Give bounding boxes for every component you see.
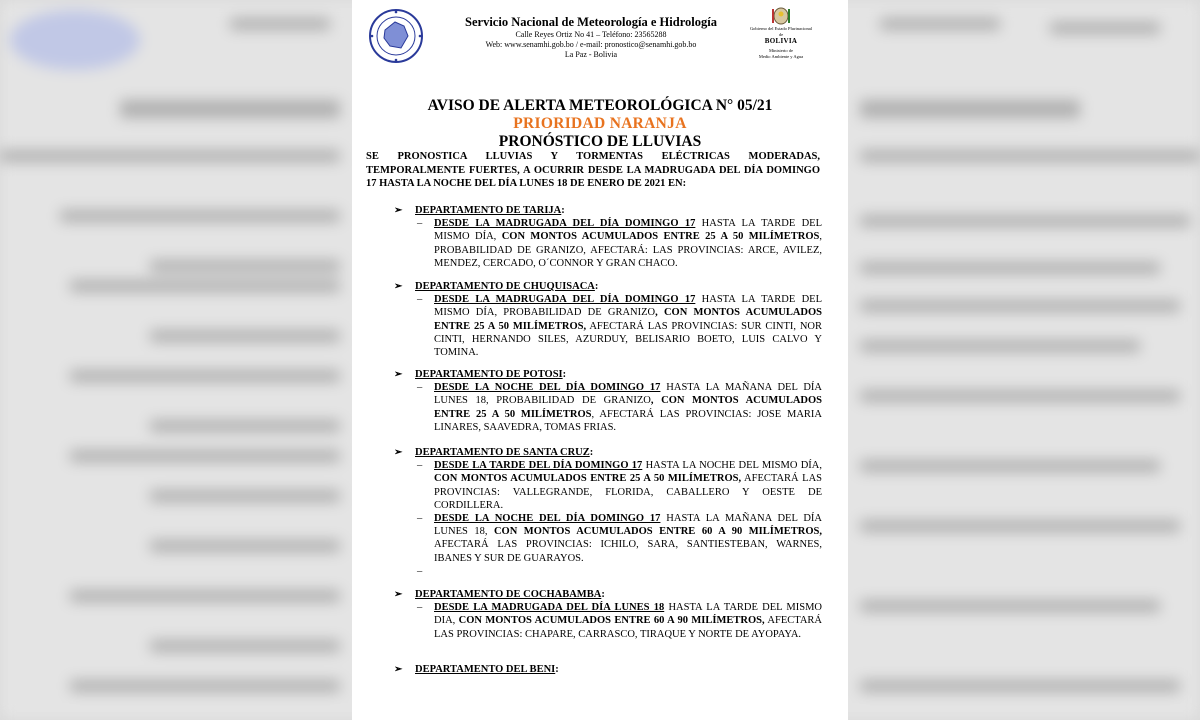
department-heading: ➢ DEPARTAMENTO DEL BENI: — [394, 664, 559, 675]
forecast-item: – DESDE LA MADRUGADA DEL DÍA DOMINGO 17 HASTA LA TARDE DEL MISMO DÍA, CON MONTOS ACUMULADOS ENTRE 25 A 50 MILÍMETROS, PROBABILIDAD DE GRANIZO, AFECTARÁ: LAS PROVINCIAS: ARCE, AVILEZ, MENDEZ, CERCADO, O´CONNOR Y GRAN CHACO. — [417, 218, 822, 269]
department-heading: ➢ DEPARTAMENTO DE CHUQUISACA: — [394, 281, 599, 292]
department-section — [394, 446, 822, 578]
forecast-item: – DESDE LA NOCHE DEL DÍA DOMINGO 17 HASTA LA MAÑANA DEL DÍA LUNES 18, PROBABILIDAD DE GRANIZO, CON MONTOS ACUMULADOS ENTRE 25 A 50 MILÍMETROS, AFECTARÁ LAS PROVINCIAS: JOSE MARIA LINARES, SAAVEDRA, TOMAS FRIAS. — [417, 382, 823, 433]
empty-item: – — [417, 565, 423, 577]
organization-block — [436, 15, 746, 60]
arrow-bullet-icon: ➢ — [394, 281, 403, 292]
arrow-bullet-icon: ➢ — [394, 447, 403, 458]
forecast-item: – DESDE LA MADRUGADA DEL DÍA LUNES 18 HASTA LA TARDE DEL MISMO DIA, CON MONTOS ACUMULADOS ENTRE 60 A 90 MILÍMETROS, AFECTARÁ LAS PROVINCIAS: CHAPARE, CARRASCO, TIRAQUE Y NORTE DE AYOPAYA. — [417, 602, 823, 640]
forecast-item: – DESDE LA MADRUGADA DEL DÍA DOMINGO 17 HASTA LA TARDE DEL MISMO DÍA, PROBABILIDAD DE GRANIZO, CON MONTOS ACUMULADOS ENTRE 25 A 50 MILÍMETROS, AFECTARÁ LAS PROVINCIAS: SUR CINTI, NOR CINTI, HERNANDO SILES, AZURDUY, BELISARIO BOETO, LUIS CALVO Y TOMINA. — [417, 294, 822, 359]
city-line: La Paz - Bolivia — [564, 50, 618, 59]
forecast-title: PRONÓSTICO DE LLUVIAS — [498, 133, 702, 150]
document-page — [352, 0, 848, 720]
department-section — [394, 368, 822, 434]
arrow-bullet-icon: ➢ — [394, 205, 403, 216]
arrow-bullet-icon: ➢ — [394, 664, 403, 675]
notice-title: AVISO DE ALERTA METEOROLÓGICA N° 05/21 — [427, 97, 773, 114]
department-section — [394, 588, 822, 641]
contact-line: Web: www.senamhi.gob.bo / e-mail: pronostico@senamhi.gob.bo — [485, 40, 697, 49]
ministry-line-2: Medio Ambiente y Agua — [758, 53, 804, 59]
department-heading: ➢ DEPARTAMENTO DE SANTA CRUZ: — [394, 447, 594, 458]
forecast-item: – DESDE LA TARDE DEL DÍA DOMINGO 17 HASTA LA NOCHE DEL MISMO DÍA, CON MONTOS ACUMULADOS ENTRE 25 A 50 MILÍMETROS, AFECTARÁ LAS PROVINCIAS: VALLEGRANDE, FLORIDA, CABALLERO Y OESTE DE CORDILLERA. — [417, 460, 822, 511]
arrow-bullet-icon: ➢ — [394, 369, 403, 380]
government-logo — [748, 6, 814, 59]
senamhi-seal-logo — [368, 8, 424, 64]
arrow-bullet-icon: ➢ — [394, 589, 403, 600]
gov-line: Gobierno del Estado Plurinacional de — [749, 26, 813, 37]
title-block — [352, 96, 848, 151]
department-heading: ➢ DEPARTAMENTO DE COCHABAMBA: — [394, 589, 605, 600]
ministry-line-1: Ministerio de — [768, 48, 794, 53]
department-section — [394, 663, 822, 676]
intro-paragraph: SE PRONOSTICA LLUVIAS Y TORMENTAS ELÉCTRICAS MODERADAS, TEMPORALMENTE FUERTES, A OCURRIR DESDE LA MADRUGADA DEL DÍA DOMINGO 17 HASTA LA NOCHE DEL DÍA LUNES 18 DE ENERO DE 2021 EN: — [366, 151, 820, 189]
forecast-item: – DESDE LA NOCHE DEL DÍA DOMINGO 17 HASTA LA MAÑANA DEL DÍA LUNES 18, CON MONTOS ACUMULADOS ENTRE 60 A 90 MILÍMETROS, AFECTARÁ LAS PROVINCIAS: ICHILO, SARA, SANTIESTEBAN, WARNES, IBANES Y SUR DE GUARAYOS. — [417, 513, 823, 564]
address-line: Calle Reyes Ortiz No 41 – Teléfono: 23565288 — [515, 30, 667, 39]
department-section — [394, 280, 822, 359]
department-heading: ➢ DEPARTAMENTO DE TARIJA: — [394, 205, 565, 216]
organization-name: Servicio Nacional de Meteorología e Hidrología — [465, 15, 717, 29]
bolivia-crest-icon — [769, 6, 793, 26]
department-section — [394, 204, 822, 270]
gov-country: BOLIVIA — [764, 37, 798, 45]
letterhead — [352, 0, 848, 70]
priority-label: PRIORIDAD NARANJA — [513, 115, 687, 132]
department-heading: ➢ DEPARTAMENTO DE POTOSI: — [394, 369, 567, 380]
